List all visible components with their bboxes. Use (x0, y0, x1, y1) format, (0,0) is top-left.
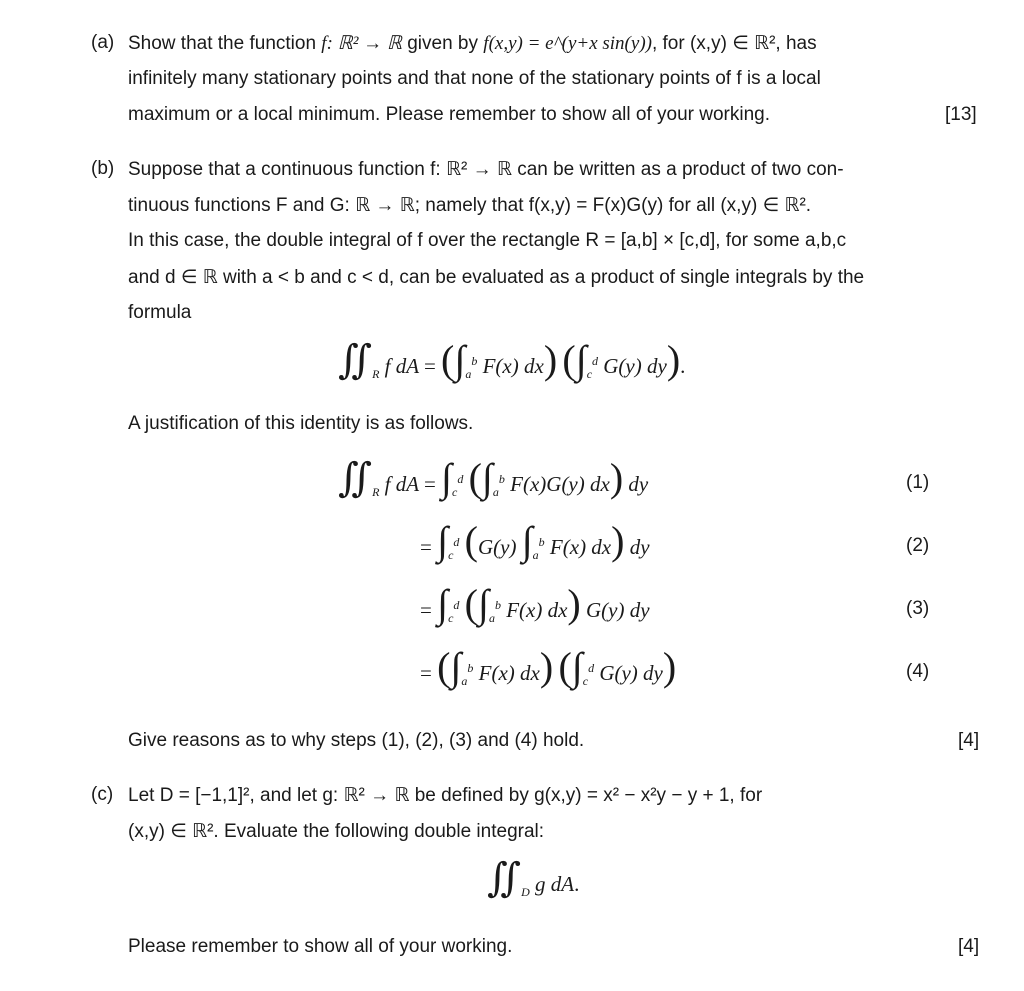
double-integral-g: $∬_D$ g dA. (487, 855, 580, 900)
part-b-line-2: tinuous functions F and G: ℝ → ℝ; namely that f(x,y) = F(x)G(y) for all (x,y) ∈ ℝ². (128, 195, 812, 216)
equation-number-3: (3) (906, 598, 930, 619)
part-b-line-5: formula (128, 302, 192, 323)
part-a-line-1 (128, 32, 817, 55)
part-a-func-signature: f: ℝ² → ℝ (321, 33, 402, 54)
part-c-line-1: Let D = [−1,1]², and let g: ℝ² → ℝ be defined by g(x,y) = x² − x²y − y + 1, for (128, 785, 763, 806)
part-a-line-1-mid: given by (407, 33, 479, 54)
part-a-line-1-pre: Show that the function (128, 33, 317, 54)
part-a-marks: [13] (945, 104, 977, 125)
derivation-step-3: = $\int_c^d$ ($\int_a^b$ F(x) dx) G(y) dy (420, 581, 650, 626)
derivation-step-4: = ($\int_a^b$ F(x) dx) ($\int_c^d$ G(y) dy) (420, 644, 677, 689)
part-b-label: (b) (91, 158, 115, 179)
part-b-line-4: and d ∈ ℝ with a < b and c < d, can be evaluated as a product of single integrals by the (128, 267, 865, 288)
part-b-line-3: In this case, the double integral of f over the rectangle R = [a,b] × [c,d], for some a,b,c (128, 230, 847, 251)
part-c-label: (c) (91, 784, 114, 805)
derivation-step-2: = $\int_c^d$ (G(y) $\int_a^b$ F(x) dx) dy (420, 518, 650, 563)
part-c-line-2: (x,y) ∈ ℝ². Evaluate the following double integral: (128, 821, 545, 842)
derivation-step-1: $∬_R$ f dA = $\int_c^d$ ($\int_a^b$ F(x)G(y) dx) dy (338, 455, 649, 500)
justification-intro: A justification of this identity is as follows. (128, 413, 474, 434)
part-a-line-1-end: , for (x,y) ∈ ℝ², has (651, 33, 817, 54)
part-a-label: (a) (91, 32, 115, 53)
part-c-marks: [4] (958, 936, 980, 957)
part-a-line-3: maximum or a local minimum. Please remember to show all of your working. (128, 104, 770, 125)
part-a-line-2: infinitely many stationary points and that none of the stationary points of f is a local (128, 68, 821, 89)
reasons-prompt: Give reasons as to why steps (1), (2), (3) and (4) hold. (128, 730, 585, 751)
equation-number-2: (2) (906, 535, 930, 556)
equation-number-1: (1) (906, 472, 930, 493)
part-b-line-1: Suppose that a continuous function f: ℝ² → ℝ can be written as a product of two con- (128, 159, 844, 180)
part-a-func-definition: f(x,y) = e^(y+x sin(y)) (483, 33, 652, 54)
product-formula: $∬_R$ f dA = ($\int_a^b$ F(x) dx) ($\int_c^d$ G(y) dy). (338, 337, 686, 382)
equation-number-4: (4) (906, 661, 930, 682)
part-b-marks: [4] (958, 730, 980, 751)
part-c-closing: Please remember to show all of your working. (128, 936, 513, 957)
